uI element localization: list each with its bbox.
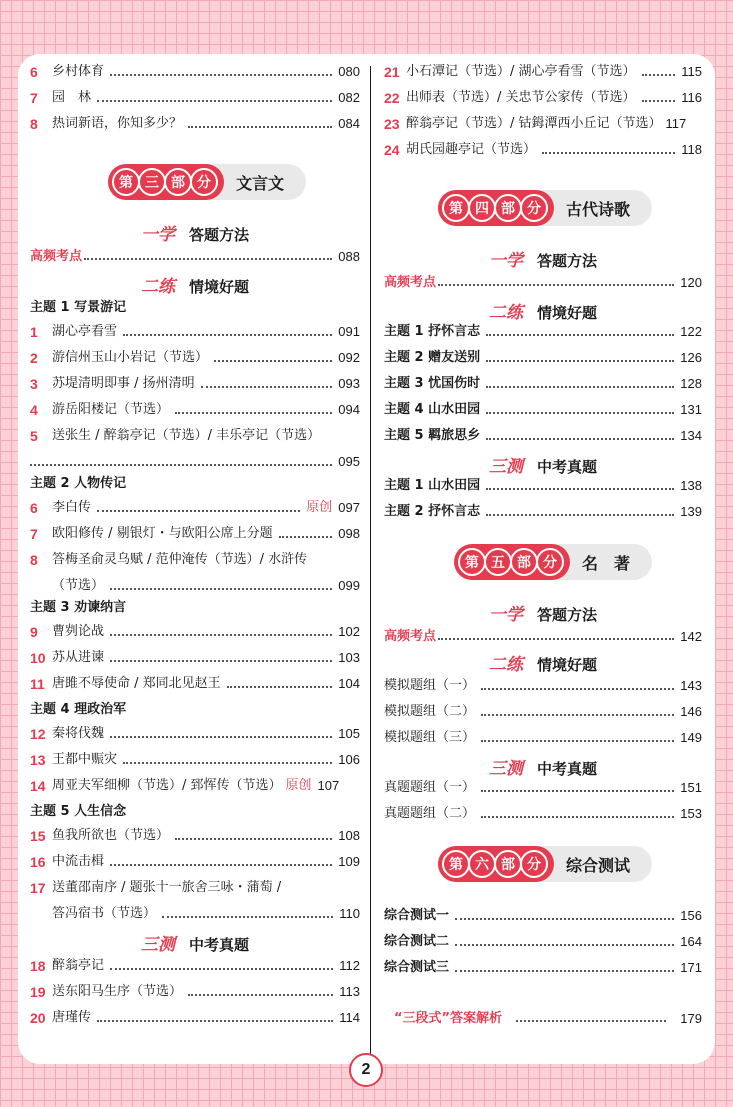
part-char: 分 xyxy=(536,548,564,576)
entry-title: 主题 4 山水田园 xyxy=(384,402,481,417)
entry-number: 12 xyxy=(30,726,46,742)
leader-dots xyxy=(486,360,674,362)
entry-number: 11 xyxy=(30,676,45,692)
high-freq-label: 高频考点 xyxy=(30,249,83,264)
entry-title: 主题 1 山水田园 xyxy=(384,478,481,493)
leader-dots xyxy=(486,412,674,414)
section-title: 中考真题 xyxy=(536,760,597,778)
leader-dots xyxy=(481,790,674,792)
entry-title: 游信州玉山小岩记（节选） xyxy=(52,350,209,365)
answer-key-entry[interactable] xyxy=(384,1004,702,1026)
entry-page: 084 xyxy=(338,116,360,131)
entry-title: 胡氏园趣亭记（节选） xyxy=(406,142,537,157)
entry-number: 1 xyxy=(30,324,38,340)
part-title: 文言文 xyxy=(236,173,285,193)
leader-dots xyxy=(110,736,332,738)
entry-title: 湖心亭看雪 xyxy=(52,324,118,339)
section-title: 答题方法 xyxy=(536,252,597,270)
toc-entry-continuation[interactable] xyxy=(52,900,360,922)
part-title: 名 著 xyxy=(582,553,631,573)
leader-dots xyxy=(486,438,674,440)
entry-title: 主题 5 羁旅思乡 xyxy=(384,428,481,443)
entry-title: 答梅圣俞灵乌赋 / 范仲淹传（节选）/ 水浒传 xyxy=(52,552,308,567)
toc-entry[interactable] xyxy=(30,494,360,516)
entry-number: 2 xyxy=(30,350,38,366)
toc-entry[interactable] xyxy=(384,724,702,746)
part-char: 部 xyxy=(494,850,522,878)
toc-entry[interactable] xyxy=(30,952,360,974)
entry-page: 138 xyxy=(680,478,702,493)
entry-number: 24 xyxy=(384,142,400,158)
section-title: 情境好题 xyxy=(536,304,597,322)
toc-entry[interactable] xyxy=(30,618,360,640)
leader-dots xyxy=(642,74,676,76)
leader-dots xyxy=(486,386,674,388)
toc-entry[interactable] xyxy=(30,318,360,340)
leader-dots xyxy=(438,284,674,286)
part-char: 部 xyxy=(164,168,192,196)
section-keyword: 一学 xyxy=(488,251,523,271)
leader-dots xyxy=(110,588,332,590)
entry-page: 153 xyxy=(680,806,702,821)
entry-title: 主题 1 抒怀言志 xyxy=(384,324,481,339)
toc-card xyxy=(18,54,715,1064)
leader-dots xyxy=(516,1020,666,1022)
entry-page: 117 xyxy=(665,116,687,131)
entry-title: 主题 2 赠友送别 xyxy=(384,350,481,365)
toc-entry-continuation[interactable] xyxy=(52,572,360,594)
entry-page: 093 xyxy=(338,376,360,391)
entry-number: 15 xyxy=(30,828,46,844)
entry-title: 综合测试二 xyxy=(384,934,450,949)
part-header-6 xyxy=(438,846,652,882)
entry-page: 114 xyxy=(339,1010,360,1025)
section-keyword: 三测 xyxy=(488,759,523,779)
section-heading-ce xyxy=(30,930,360,954)
leader-dots xyxy=(642,100,676,102)
entry-title: 唐雎不辱使命 / 郑同北见赵王 xyxy=(52,676,221,691)
part-char: 四 xyxy=(468,194,496,222)
toc-entry[interactable] xyxy=(30,370,360,392)
entry-title: 模拟题组（一） xyxy=(384,678,476,693)
high-freq-label: 高频考点 xyxy=(384,275,437,290)
section-keyword: 三测 xyxy=(140,935,175,955)
leader-dots xyxy=(214,360,332,362)
part-char: 第 xyxy=(442,194,470,222)
entry-page: 110 xyxy=(339,906,360,921)
toc-entry[interactable] xyxy=(30,822,360,844)
entry-page: 115 xyxy=(681,64,702,79)
leader-dots xyxy=(481,688,674,690)
entry-title: 综合测试一 xyxy=(384,908,450,923)
toc-entry[interactable] xyxy=(30,58,360,80)
part-header-5 xyxy=(454,544,652,580)
toc-entry[interactable] xyxy=(30,746,360,768)
entry-page: 146 xyxy=(680,704,702,719)
toc-entry[interactable] xyxy=(384,902,702,924)
entry-page: 091 xyxy=(338,324,360,339)
part-char: 三 xyxy=(138,168,166,196)
entry-page: 179 xyxy=(680,1011,702,1026)
entry-title: 乡村体育 xyxy=(52,64,105,79)
section-title: 情境好题 xyxy=(536,656,597,674)
leader-dots xyxy=(110,74,332,76)
entry-number: 6 xyxy=(30,64,38,80)
entry-number: 7 xyxy=(30,90,38,106)
toc-entry[interactable] xyxy=(384,84,702,106)
entry-page: 134 xyxy=(680,428,702,443)
entry-page: 139 xyxy=(680,504,702,519)
entry-page: 109 xyxy=(338,854,360,869)
toc-entry[interactable] xyxy=(384,928,702,950)
entry-title: 送董邵南序 / 题张十一旅舍三咏・蒲萄 / xyxy=(52,880,282,895)
part-char: 分 xyxy=(190,168,218,196)
entry-number: 8 xyxy=(30,116,38,132)
part-header-4 xyxy=(438,190,652,226)
original-tag: 原创 xyxy=(306,500,333,515)
section-title: 中考真题 xyxy=(536,458,597,476)
high-freq-entry[interactable] xyxy=(384,268,702,290)
entry-page: 156 xyxy=(680,908,702,923)
part-char: 部 xyxy=(494,194,522,222)
entry-title: 秦将伐魏 xyxy=(52,726,105,741)
entry-page: 122 xyxy=(680,324,702,339)
entry-number: 8 xyxy=(30,552,38,568)
section-title: 情境好题 xyxy=(188,278,249,296)
entry-title: 出师表（节选）/ 关忠节公家传（节选） xyxy=(406,90,636,105)
entry-page: 094 xyxy=(338,402,360,417)
entry-title: 真题题组（二） xyxy=(384,806,476,821)
entry-page: 151 xyxy=(680,780,702,795)
leader-dots xyxy=(455,970,674,972)
entry-page: 092 xyxy=(338,350,360,365)
entry-page: 099 xyxy=(338,578,360,593)
toc-entry[interactable] xyxy=(30,874,360,896)
leader-dots xyxy=(97,100,332,102)
toc-entry[interactable] xyxy=(30,110,360,132)
leader-dots xyxy=(123,762,332,764)
toc-entry[interactable] xyxy=(384,698,702,720)
entry-title: 游岳阳楼记（节选） xyxy=(52,402,170,417)
toc-entry[interactable] xyxy=(30,422,360,444)
leader-dots xyxy=(123,334,332,336)
entry-page: 131 xyxy=(680,402,702,417)
part-char: 五 xyxy=(484,548,512,576)
entry-title: 醉翁亭记（节选）/ 钴鉧潭西小丘记（节选） xyxy=(406,116,662,131)
original-tag: 原创 xyxy=(285,778,312,793)
leader-dots xyxy=(110,634,332,636)
section-keyword: 三测 xyxy=(488,457,523,477)
leader-dots xyxy=(486,488,674,490)
entry-page: 149 xyxy=(680,730,702,745)
toc-entry[interactable] xyxy=(30,720,360,742)
entry-title: 欧阳修传 / 剔银灯・与欧阳公席上分题 xyxy=(52,526,273,541)
entry-page: 097 xyxy=(338,500,360,515)
toc-entry[interactable] xyxy=(384,800,702,822)
topic-heading: 主题 4 理政治军 xyxy=(30,702,127,717)
entry-title: 曹刿论战 xyxy=(52,624,105,639)
entry-page: 128 xyxy=(680,376,702,391)
entry-page: 095 xyxy=(338,454,360,469)
leader-dots xyxy=(481,740,674,742)
topic-heading: 主题 3 劝谏纳言 xyxy=(30,600,127,615)
entry-page: 103 xyxy=(338,650,360,665)
part-char: 第 xyxy=(112,168,140,196)
toc-entry[interactable] xyxy=(30,546,360,568)
entry-page: 104 xyxy=(338,676,360,691)
toc-entry[interactable] xyxy=(384,110,702,132)
leader-dots xyxy=(162,916,333,918)
entry-page: 082 xyxy=(338,90,360,105)
leader-dots xyxy=(542,152,675,154)
entry-page: 118 xyxy=(681,142,702,157)
entry-number: 16 xyxy=(30,854,46,870)
toc-entry[interactable] xyxy=(30,344,360,366)
section-keyword: 二练 xyxy=(488,655,523,675)
entry-number: 13 xyxy=(30,752,46,768)
section-heading-xue xyxy=(30,220,360,244)
entry-number: 19 xyxy=(30,984,46,1000)
entry-number: 4 xyxy=(30,402,38,418)
toc-entry[interactable] xyxy=(384,344,702,366)
entry-page: 142 xyxy=(680,629,702,644)
section-title: 答题方法 xyxy=(188,226,249,244)
entry-page: 120 xyxy=(680,275,702,290)
topic-heading: 主题 5 人生信念 xyxy=(30,804,127,819)
entry-title: 周亚夫军细柳（节选）/ 郅恽传（节选） xyxy=(52,778,282,793)
leader-dots xyxy=(201,386,333,388)
entry-title: 综合测试三 xyxy=(384,960,450,975)
part-title: 古代诗歌 xyxy=(566,199,631,219)
entry-number: 14 xyxy=(30,778,46,794)
section-keyword: 一学 xyxy=(488,605,523,625)
leader-dots xyxy=(481,714,674,716)
part-char: 第 xyxy=(442,850,470,878)
entry-number: 10 xyxy=(30,650,46,666)
leader-dots xyxy=(110,968,333,970)
entry-number: 9 xyxy=(30,624,38,640)
entry-title: 李白传 xyxy=(52,500,92,515)
section-heading-xue xyxy=(384,600,702,624)
section-title: 中考真题 xyxy=(188,936,249,954)
entry-title: 中流击楫 xyxy=(52,854,105,869)
entry-page: 143 xyxy=(680,678,702,693)
entry-page: 112 xyxy=(339,958,360,973)
high-freq-entry[interactable] xyxy=(30,242,360,264)
toc-entry[interactable] xyxy=(30,772,360,794)
entry-title: 主题 2 抒怀言志 xyxy=(384,504,481,519)
entry-title: 送东阳马生序（节选） xyxy=(52,984,183,999)
section-heading-lian xyxy=(30,272,360,296)
entry-page: 106 xyxy=(338,752,360,767)
leader-dots xyxy=(486,334,674,336)
part-header-3 xyxy=(108,164,306,200)
leader-dots xyxy=(227,686,333,688)
entry-title: 送张生 / 醉翁亭记（节选）/ 丰乐亭记（节选） xyxy=(52,428,321,443)
leader-dots xyxy=(188,994,333,996)
entry-page: 126 xyxy=(680,350,702,365)
column-divider xyxy=(370,66,371,1066)
entry-title: 真题题组（一） xyxy=(384,780,476,795)
entry-page: 171 xyxy=(680,960,702,975)
entry-page: 113 xyxy=(339,984,360,999)
leader-dots xyxy=(455,944,674,946)
entry-title: 唐瑾传 xyxy=(52,1010,92,1025)
part-char: 分 xyxy=(520,194,548,222)
part-char: 分 xyxy=(520,850,548,878)
entry-title: 模拟题组（二） xyxy=(384,704,476,719)
toc-entry[interactable] xyxy=(384,672,702,694)
toc-entry[interactable] xyxy=(30,978,360,1000)
entry-page: 107 xyxy=(317,778,340,793)
leader-dots xyxy=(110,864,332,866)
part-char: 六 xyxy=(468,850,496,878)
entry-number: 23 xyxy=(384,116,400,132)
section-title: 答题方法 xyxy=(536,606,597,624)
part-char: 第 xyxy=(458,548,486,576)
leader-dots xyxy=(175,838,332,840)
entry-page: 105 xyxy=(338,726,360,741)
entry-page: 116 xyxy=(681,90,702,105)
entry-title: 苏堤清明即事 / 扬州清明 xyxy=(52,376,195,391)
toc-entry[interactable] xyxy=(30,84,360,106)
entry-number: 21 xyxy=(384,64,400,80)
entry-number: 3 xyxy=(30,376,38,392)
toc-entry[interactable] xyxy=(384,136,702,158)
toc-entry-continuation[interactable] xyxy=(30,448,360,470)
leader-dots xyxy=(481,816,674,818)
high-freq-entry[interactable] xyxy=(384,622,702,644)
toc-entry[interactable] xyxy=(384,498,702,520)
part-title: 综合测试 xyxy=(566,855,631,875)
section-heading-lian xyxy=(384,650,702,674)
entry-title: 园 林 xyxy=(52,90,92,105)
topic-heading: 主题 2 人物传记 xyxy=(30,476,127,491)
toc-entry[interactable] xyxy=(30,1004,360,1026)
section-keyword: 二练 xyxy=(140,277,175,297)
entry-title: 主题 3 忧国伤时 xyxy=(384,376,481,391)
entry-number: 17 xyxy=(30,880,46,896)
page-number: 2 xyxy=(349,1053,383,1087)
toc-entry[interactable] xyxy=(30,396,360,418)
section-keyword: 二练 xyxy=(488,303,523,323)
toc-entry[interactable] xyxy=(30,848,360,870)
toc-entry[interactable] xyxy=(384,472,702,494)
topic-heading: 主题 1 写景游记 xyxy=(30,300,127,315)
leader-dots xyxy=(486,514,674,516)
entry-title: 小石潭记（节选）/ 湖心亭看雪（节选） xyxy=(406,64,636,79)
entry-number: 6 xyxy=(30,500,38,516)
leader-dots xyxy=(188,126,332,128)
answer-key-label: “三段式”答案解析 xyxy=(394,1011,503,1026)
leader-dots xyxy=(438,638,674,640)
toc-entry[interactable] xyxy=(384,396,702,418)
entry-page: 098 xyxy=(338,526,360,541)
high-freq-label: 高频考点 xyxy=(384,629,437,644)
leader-dots xyxy=(110,660,332,662)
entry-number: 18 xyxy=(30,958,46,974)
toc-entry[interactable] xyxy=(384,58,702,80)
toc-entry[interactable] xyxy=(30,644,360,666)
entry-page: 080 xyxy=(338,64,360,79)
entry-title: 热词新语，你知多少？ xyxy=(52,116,183,131)
toc-entry[interactable] xyxy=(384,422,702,444)
toc-entry[interactable] xyxy=(384,954,702,976)
entry-number: 7 xyxy=(30,526,38,542)
entry-title: 苏从进谏 xyxy=(52,650,105,665)
section-heading-xue xyxy=(384,246,702,270)
leader-dots xyxy=(84,258,332,260)
leader-dots xyxy=(30,464,332,466)
entry-number: 20 xyxy=(30,1010,46,1026)
toc-entry[interactable] xyxy=(384,370,702,392)
toc-entry[interactable] xyxy=(30,520,360,542)
section-keyword: 一学 xyxy=(140,225,175,245)
toc-entry[interactable] xyxy=(384,774,702,796)
entry-number: 5 xyxy=(30,428,38,444)
entry-page: 108 xyxy=(338,828,360,843)
leader-dots xyxy=(97,1020,333,1022)
entry-title: 模拟题组（三） xyxy=(384,730,476,745)
toc-entry[interactable] xyxy=(384,318,702,340)
entry-title: 醉翁亭记 xyxy=(52,958,105,973)
leader-dots xyxy=(97,510,300,512)
entry-title: （节选） xyxy=(52,578,105,593)
entry-title: 答冯宿书（节选） xyxy=(52,906,157,921)
entry-page: 164 xyxy=(680,934,702,949)
leader-dots xyxy=(455,918,674,920)
toc-entry[interactable] xyxy=(30,670,360,692)
entry-page: 102 xyxy=(338,624,360,639)
leader-dots xyxy=(279,536,333,538)
entry-title: 王都中赈灾 xyxy=(52,752,118,767)
entry-page: 088 xyxy=(338,249,360,264)
leader-dots xyxy=(175,412,332,414)
part-char: 部 xyxy=(510,548,538,576)
entry-number: 22 xyxy=(384,90,400,106)
entry-title: 鱼我所欲也（节选） xyxy=(52,828,170,843)
